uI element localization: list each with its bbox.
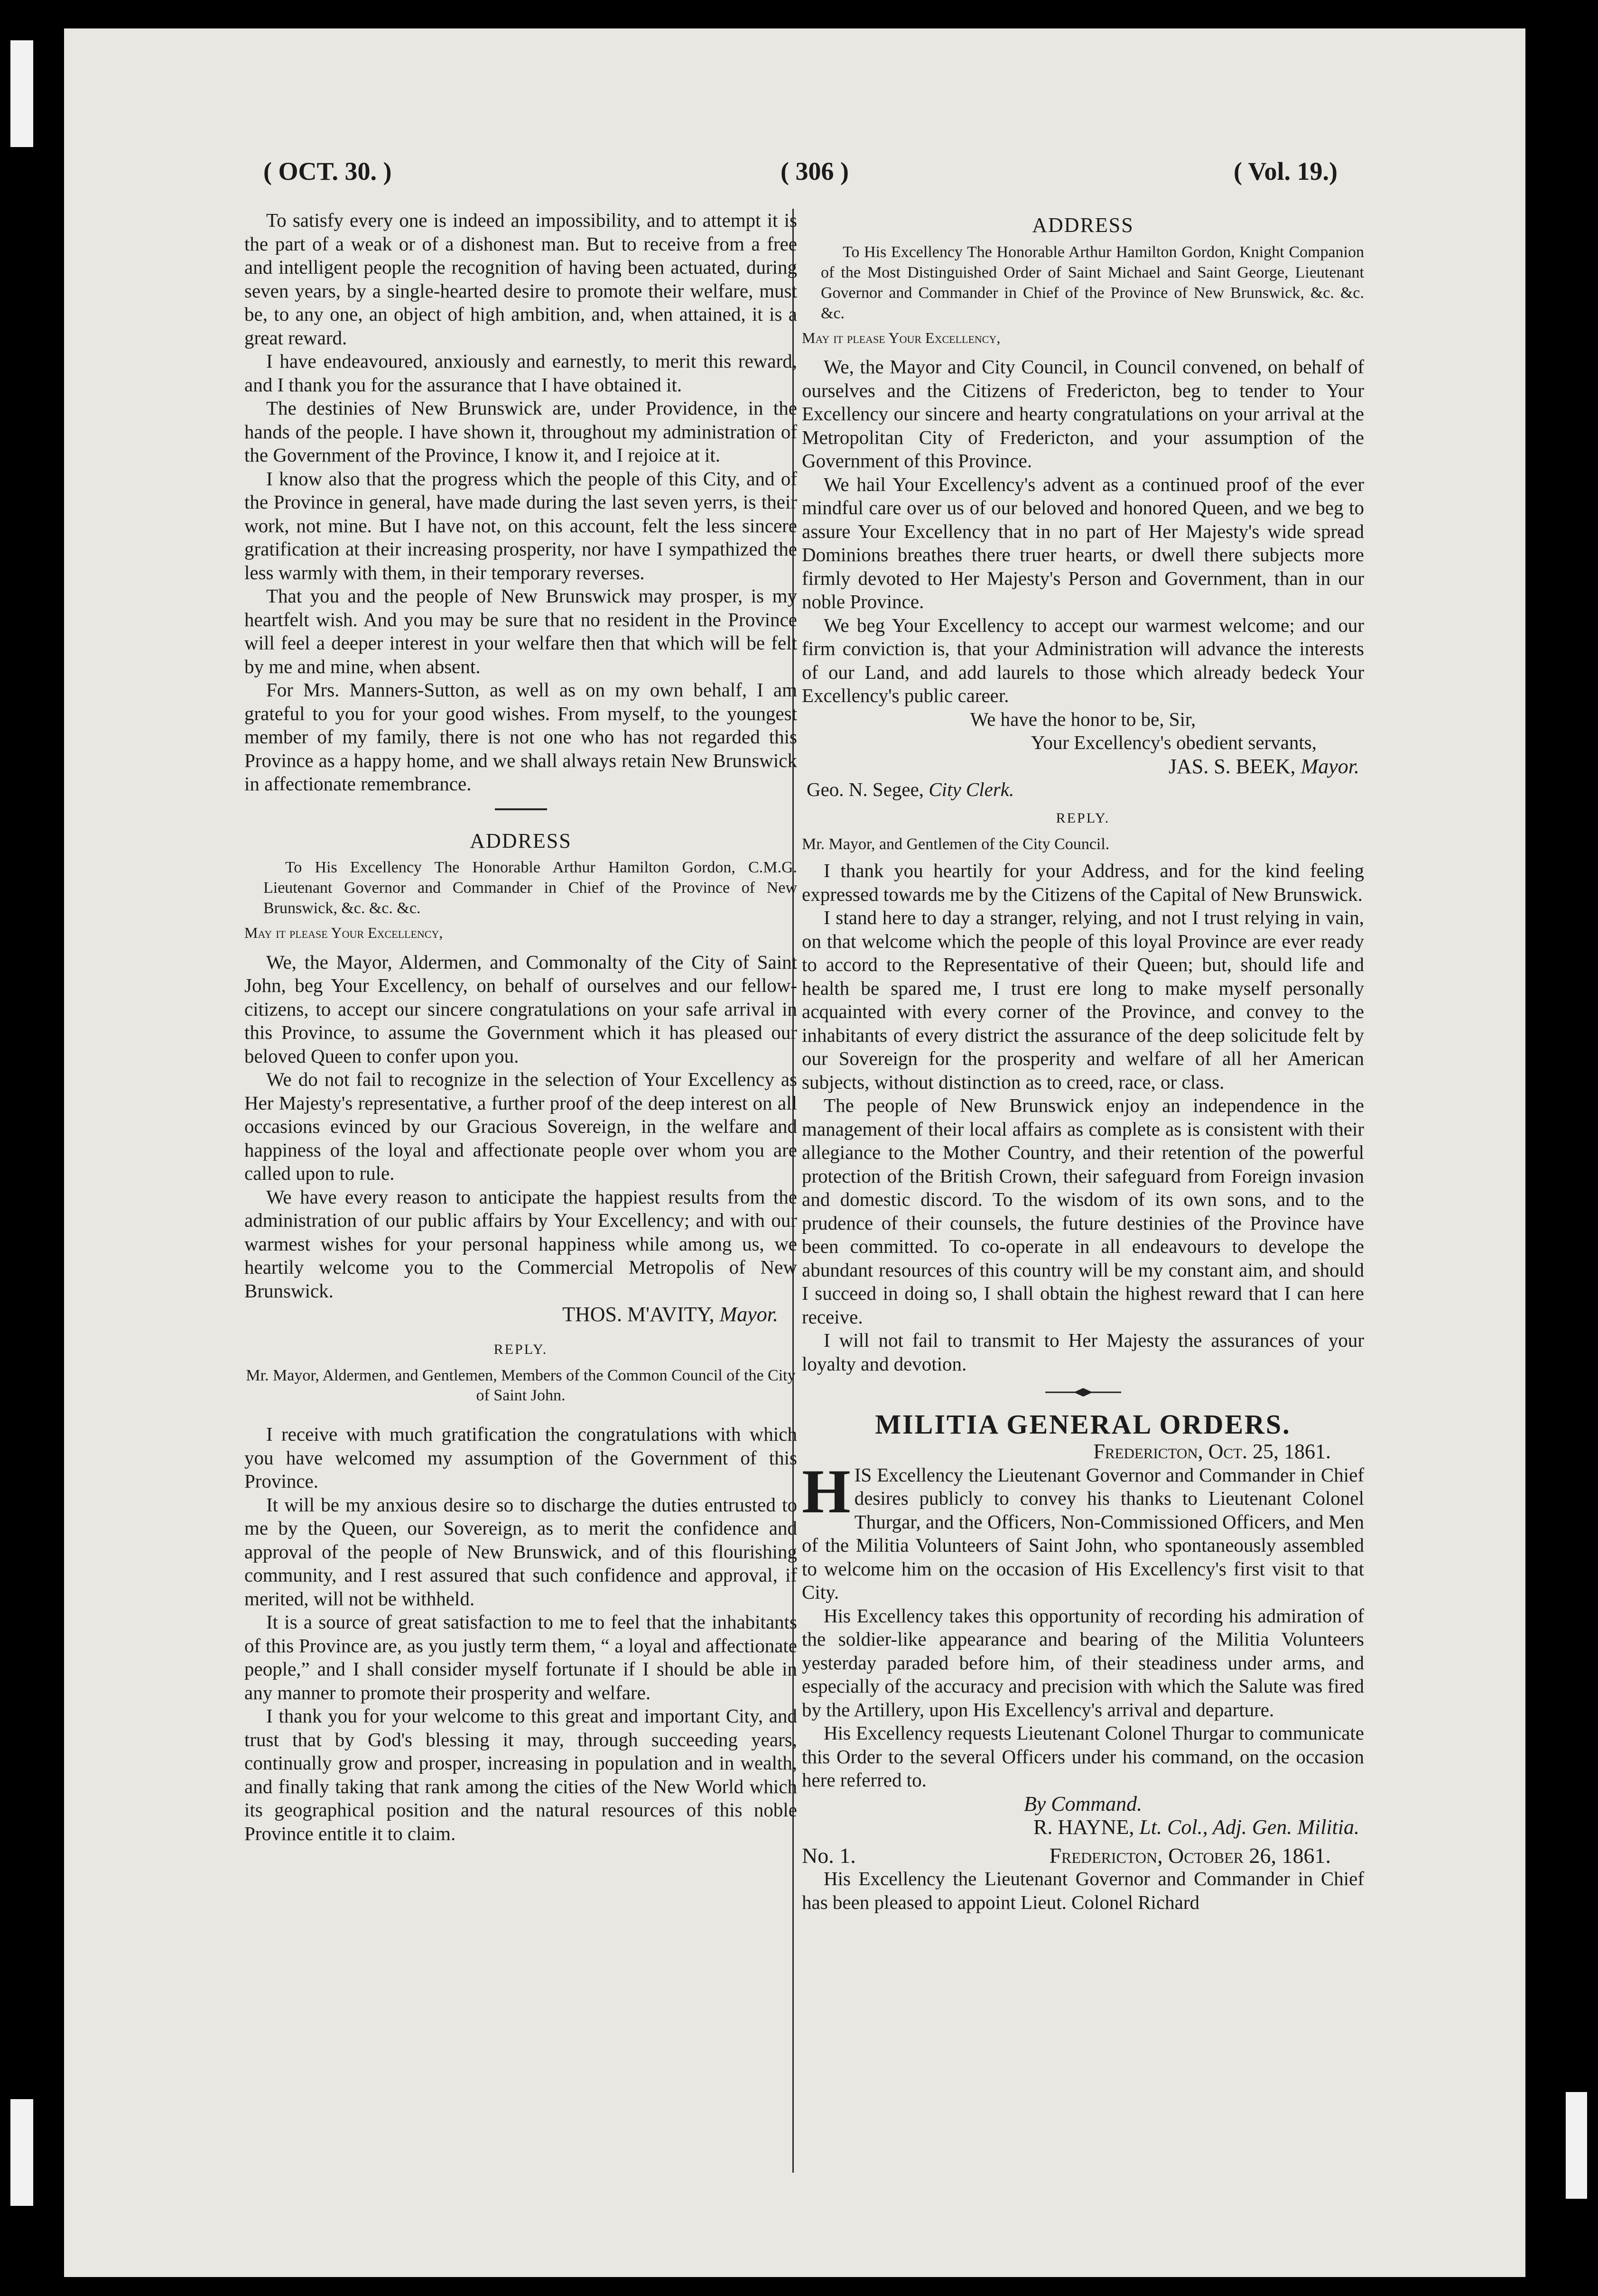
scan-edge-tab (10, 40, 33, 147)
ornament-rule (802, 1379, 1364, 1403)
signature (802, 1815, 1364, 1839)
scan-edge-tab (10, 2099, 33, 2206)
clerk-name: Geo. N. Segee, (807, 778, 924, 800)
dateline: Fredericton, Oct. 25, 1861. (1093, 1440, 1331, 1463)
paragraph: I will not fail to transmit to Her Majesty the assurances of your loyalty and devotion. (802, 1329, 1364, 1375)
reply-recipient: Mr. Mayor, Aldermen, and Gentlemen, Members of the Common Council of the City of Saint John. (246, 1367, 796, 1404)
header-date: ( OCT. 30. ) (263, 157, 392, 185)
paragraph (802, 1456, 1364, 1604)
paragraph: We beg Your Excellency to accept our warmest welcome; and our firm conviction is, that your Administration will advance the interests of our Land, and add laurels to those which already bedeck Your Excellency's public career. (802, 614, 1364, 706)
address-recipient: To His Excellency The Honorable Arthur Hamilton Gordon, Knight Companion of the Most Distinguished Order of Saint Michael and Saint George, Lieutenant Governor and Commander in Chief of the Province of New Brunswick, &c. &c. &c. (821, 243, 1364, 322)
paragraph: His Excellency takes this opportunity of recording his admiration of the soldier-like appearance and bearing of the Militia Volunteers yesterday paraded before him, of their steadiness under arms, and especially of the accuracy and precision with which the Salute was fired by the Artillery, upon His Excellency's arrival and departure. (802, 1604, 1364, 1721)
paragraph: His Excellency the Lieutenant Governor and Commander in Chief has been pleased to appoint Lieut. Colonel Richard (802, 1868, 1364, 1913)
paragraph: I know also that the progress which the people of this City, and of the Province in general, have made during the last seven yerrs, is their work, not mine. But I have not, on this account, felt the less sincere gratification at their increasing prosperity, nor have I sympathized the less warmly with them, in their temporary reverses. (244, 467, 797, 583)
drop-cap: H (802, 1456, 851, 1526)
paragraph: I have endeavoured, anxiously and earnestly, to merit this reward, and I thank you for the assurance that I have obtained it. (244, 350, 797, 396)
signature-title: Lt. Col., Adj. Gen. Militia. (1139, 1815, 1359, 1839)
closing-line: We have the honor to be, Sir, (970, 708, 1196, 730)
paragraph: I receive with much gratification the congratulations with which you have welcomed my assumption of the Government of this Province. (244, 1423, 797, 1492)
scan-edge-tab (1566, 2092, 1587, 2199)
paragraph: We do not fail to recognize in the selection of Your Excellency as Her Majesty's representative, a further proof of the deep interest on all occasions evinced by our Gracious Sovereign, in the welfare and happiness of the loyal and affectionate people over whom you are called upon to rule. (244, 1068, 797, 1184)
paragraph: I thank you heartily for your Address, and for the kind feeling expressed towards me by the Citizens of the Capital of New Brunswick. (802, 860, 1364, 905)
paragraph: It will be my anxious desire so to discharge the duties entrusted to me by the Queen, our Sovereign, as to merit the confidence and approval of the people of New Brunswick, and of this flourishing community, and I rest assured that such confidence and approval, if merited, will not be withheld. (244, 1493, 797, 1610)
paragraph: The people of New Brunswick enjoy an independence in the management of their local affairs as complete as is consistent with their allegiance to the Mother Country, and their retention of the powerful protection of the British Crown, their safeguard from Foreign invasion and domestic discord. To the wisdom of its own sons, and to the prudence of their counsels, the future destinies of the Province have been committed. To co-operate in all endeavours to develope the abundant resources of this country will be my constant aim, and should I succeed in doing so, I shall obtain the highest reward that I can here receive. (802, 1094, 1364, 1328)
signature (802, 755, 1364, 778)
paragraph: We, the Mayor, Aldermen, and Commonalty of the City of Saint John, beg Your Excellency, on behalf of ourselves and our fellow-citizens, to accept our sincere congratulations on your safe arrival in this Province, to assume the Government which it has pleased our beloved Queen to confer upon you. (244, 951, 797, 1067)
signature-name: R. HAYNE, (1033, 1815, 1134, 1839)
signature-name: THOS. M'AVITY, (562, 1303, 715, 1326)
order-line (802, 1844, 1364, 1868)
signature-title: Mayor. (1301, 754, 1359, 778)
salutation: May it please Your Excellency, (802, 329, 1001, 346)
reply-heading: REPLY. (1056, 810, 1110, 826)
signature (244, 1303, 797, 1326)
address-heading: ADDRESS (1032, 213, 1134, 237)
paragraph: To satisfy every one is indeed an impossibility, and to attempt it is the part of a weak or of a dishonest man. But to receive from a free and intelligent people the recognition of having been actuated, during seven years, by a single-hearted desire to promote their welfare, must be, to any one, an object of high ambition, and, when attained, it is a great reward. (244, 209, 797, 349)
paragraph: We hail Your Excellency's advent as a continued proof of the ever mindful care over us of our beloved and honored Queen, and we beg to assure Your Excellency that in no part of Her Majesty's wide spread Dominions breathes there truer hearts, or dwell there subjects more firmly devoted to Her Majesty's Person and Government, than in our noble Province. (802, 473, 1364, 612)
paragraph: The destinies of New Brunswick are, under Providence, in the hands of the people. I have shown it, throughout my administration of the Government of the Province, I know it, and I rejoice at it. (244, 397, 797, 466)
address-recipient: To His Excellency The Honorable Arthur Hamilton Gordon, C.M.G. Lieutenant Governor and Commander in Chief of the Province of New Brunswick, &c. &c. &c. (263, 859, 797, 917)
reply-recipient: Mr. Mayor, and Gentlemen of the City Council. (802, 835, 1110, 853)
dateline: Fredericton, October 26, 1861. (1049, 1843, 1331, 1868)
militia-heading: MILITIA GENERAL ORDERS. (875, 1408, 1291, 1440)
by-command: By Command. (1023, 1792, 1143, 1815)
section-rule (495, 808, 547, 810)
signature-title: Mayor. (719, 1303, 778, 1326)
paragraph: For Mrs. Manners-Sutton, as well as on my own behalf, I am grateful to you for your good wishes. From myself, to the youngest member of my family, there is not one who has not regarded this Province as a happy home, and we shall always retain New Brunswick in affectionate remembrance. (244, 679, 797, 795)
closing-line: Your Excellency's obedient servants, (1031, 731, 1317, 753)
paragraph: We, the Mayor and City Council, in Council convened, on behalf of ourselves and the Citizens of Fredericton, beg to tender to Your Excellency our sincere and hearty congratulations on your arrival at the Metropolitan City of Fredericton, and your assumption of the Government of this Province. (802, 356, 1364, 472)
paragraph: That you and the people of New Brunswick may prosper, is my heartfelt wish. And you may be sure that no resident in the Province will feel a deeper interest in your welfare then that which will be felt by me and mine, when absent. (244, 585, 797, 677)
reply-heading: REPLY. (493, 1341, 548, 1357)
paragraph: I thank you for your welcome to this great and important City, and trust that by God's blessing it may, through succeeding years, continually grow and prosper, increasing in population and in wealth, and finally taking that rank among the cities of the New World which its geographical position and the natural resources of this noble Province entitle it to claim. (244, 1705, 797, 1844)
paragraph-text: IS Excellency the Lieutenant Governor and Commander in Chief desires publicly to convey his thanks to Lieutenant Colonel Thurgar, and the Officers, Non-Commissioned Officers, and Men of the Militia Volunteers of Saint John, who spontaneously assembled to welcome him on the occasion of His Excellency's first visit to that City. (802, 1463, 1364, 1603)
header-volume: ( Vol. 19.) (1234, 157, 1338, 185)
signature-name: JAS. S. BEEK, (1168, 754, 1296, 778)
address-heading: ADDRESS (470, 829, 572, 852)
clerk-signature (802, 778, 1364, 802)
paragraph: I stand here to day a stranger, relying, and not I trust relying in vain, on that welcome which the people of this loyal Province are ever ready to accord to the Representative of their Queen; but, should life and health be spared me, I trust ere long to make myself personally acquainted with every corner of the Province, and convey to the inhabitants of every district the assurance of the deep solicitude felt by our Sovereign for the prosperity and welfare of all her American subjects, without distinction as to creed, race, or class. (802, 907, 1364, 1093)
paragraph: We have every reason to anticipate the happiest results from the administration of our public affairs by Your Excellency; and with our warmest wishes for your personal happiness while among us, we heartily welcome you to the Commercial Metropolis of New Brunswick. (244, 1185, 797, 1302)
paragraph: It is a source of great satisfaction to me to feel that the inhabitants of this Province are, as you justly term them, “ a loyal and affectionate people,” and I shall consider myself fortunate if I should be able in any manner to promote their prosperity and welfare. (244, 1611, 797, 1703)
left-column (244, 209, 797, 1845)
paragraph: His Excellency requests Lieutenant Colonel Thurgar to communicate this Order to the several Officers under his command, on the occasion here referred to. (802, 1722, 1364, 1791)
right-column (802, 213, 1364, 1914)
clerk-title: City Clerk. (929, 778, 1014, 800)
ornament-icon (1045, 1387, 1121, 1398)
order-number: No. 1. (802, 1843, 856, 1868)
salutation: May it please Your Excellency, (244, 924, 443, 941)
header-page-number: ( 306 ) (780, 157, 849, 185)
